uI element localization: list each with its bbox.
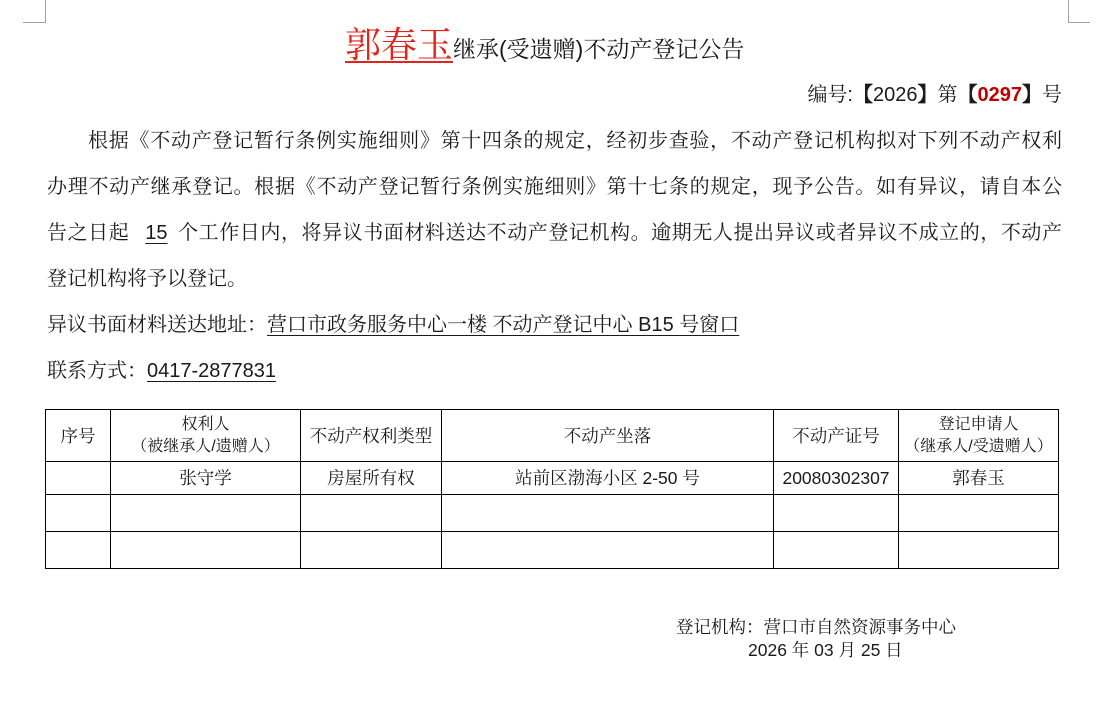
registration-table bbox=[45, 409, 1059, 569]
crop-mark-top-right-horizontal bbox=[1068, 22, 1090, 23]
cell-right-type: 房屋所有权 bbox=[301, 462, 442, 495]
number-year-open: 【 bbox=[853, 84, 873, 106]
cell-cert-no bbox=[774, 532, 899, 569]
header-applicant-main: 登记申请人 bbox=[938, 415, 1019, 433]
title-person-name: 郭春玉 bbox=[345, 24, 454, 65]
cell-location: 站前区渤海小区 2-50 号 bbox=[442, 462, 774, 495]
crop-mark-top-left-vertical bbox=[45, 0, 46, 22]
number-seq-open: 【 bbox=[957, 84, 978, 106]
header-applicant bbox=[899, 410, 1059, 462]
cell-right-holder bbox=[111, 532, 301, 569]
paragraph-line-3-after: 个工作日内，将异议书面材料送达不动产登记机构。逾期无人提出异议或者异议不成立的，不动产 bbox=[177, 222, 1063, 244]
address-value: 营口市政务服务中心一楼 不动产登记中心 B15 号窗口 bbox=[267, 314, 740, 336]
notice-body bbox=[47, 118, 1062, 394]
header-right-holder-sub: （被继承人/遗赠人） bbox=[131, 437, 280, 455]
cell-cert-no bbox=[774, 495, 899, 532]
number-seq-close: 】 bbox=[1022, 84, 1042, 106]
table-row bbox=[46, 495, 1059, 532]
header-right-holder-main: 权利人 bbox=[181, 415, 230, 433]
notice-title bbox=[345, 20, 744, 70]
cell-location bbox=[442, 495, 774, 532]
header-location: 不动产坐落 bbox=[442, 410, 774, 462]
paragraph-line-3 bbox=[47, 210, 1062, 256]
cell-seq bbox=[46, 532, 111, 569]
number-seq: 0297 bbox=[977, 84, 1022, 106]
header-seq: 序号 bbox=[46, 410, 111, 462]
paragraph-line-2: 办理不动产继承登记。根据《不动产登记暂行条例实施细则》第十七条的规定，现予公告。如有异议，请自本公 bbox=[47, 176, 1062, 198]
number-year: 2026 bbox=[873, 84, 918, 106]
cell-right-holder bbox=[111, 495, 301, 532]
contact-line bbox=[47, 348, 1062, 394]
cell-right-type bbox=[301, 495, 442, 532]
address-label: 异议书面材料送达地址： bbox=[47, 314, 267, 336]
address-line bbox=[47, 302, 1062, 348]
notice-number bbox=[807, 72, 1062, 118]
crop-mark-top-right-vertical bbox=[1068, 0, 1069, 22]
title-text: 继承(受遗赠)不动产登记公告 bbox=[453, 36, 745, 62]
table-row bbox=[46, 462, 1059, 495]
objection-days: 15 bbox=[145, 222, 168, 244]
cell-applicant: 郭春玉 bbox=[899, 462, 1059, 495]
contact-label: 联系方式： bbox=[47, 360, 147, 382]
cell-location bbox=[442, 532, 774, 569]
crop-mark-top-left-horizontal bbox=[23, 22, 46, 23]
footer-date: 2026 年 03 月 25 日 bbox=[748, 640, 903, 660]
header-right-holder bbox=[111, 410, 301, 462]
paragraph-line-4: 登记机构将予以登记。 bbox=[47, 268, 247, 290]
number-year-close: 】 bbox=[917, 84, 938, 106]
cell-cert-no: 20080302307 bbox=[774, 462, 899, 495]
paragraph-line-1: 根据《不动产登记暂行条例实施细则》第十四条的规定，经初步查验，不动产登记机构拟对下列不动产权利 bbox=[88, 130, 1062, 152]
table-header-row bbox=[46, 410, 1059, 462]
footer-authority: 登记机构：营口市自然资源事务中心 bbox=[676, 617, 956, 637]
cell-right-holder: 张守学 bbox=[111, 462, 301, 495]
cell-applicant bbox=[899, 532, 1059, 569]
header-applicant-sub: （继承人/受遗赠人） bbox=[904, 437, 1053, 455]
header-cert-no: 不动产证号 bbox=[774, 410, 899, 462]
cell-right-type bbox=[301, 532, 442, 569]
header-right-type: 不动产权利类型 bbox=[301, 410, 442, 462]
cell-seq bbox=[46, 462, 111, 495]
paragraph-line-3-before: 告之日起 bbox=[47, 222, 130, 244]
number-di: 第 bbox=[937, 84, 958, 106]
cell-applicant bbox=[899, 495, 1059, 532]
number-label: 编号: bbox=[807, 84, 853, 106]
cell-seq bbox=[46, 495, 111, 532]
number-hao: 号 bbox=[1042, 84, 1062, 106]
contact-value: 0417-2877831 bbox=[147, 360, 277, 382]
table-row bbox=[46, 532, 1059, 569]
